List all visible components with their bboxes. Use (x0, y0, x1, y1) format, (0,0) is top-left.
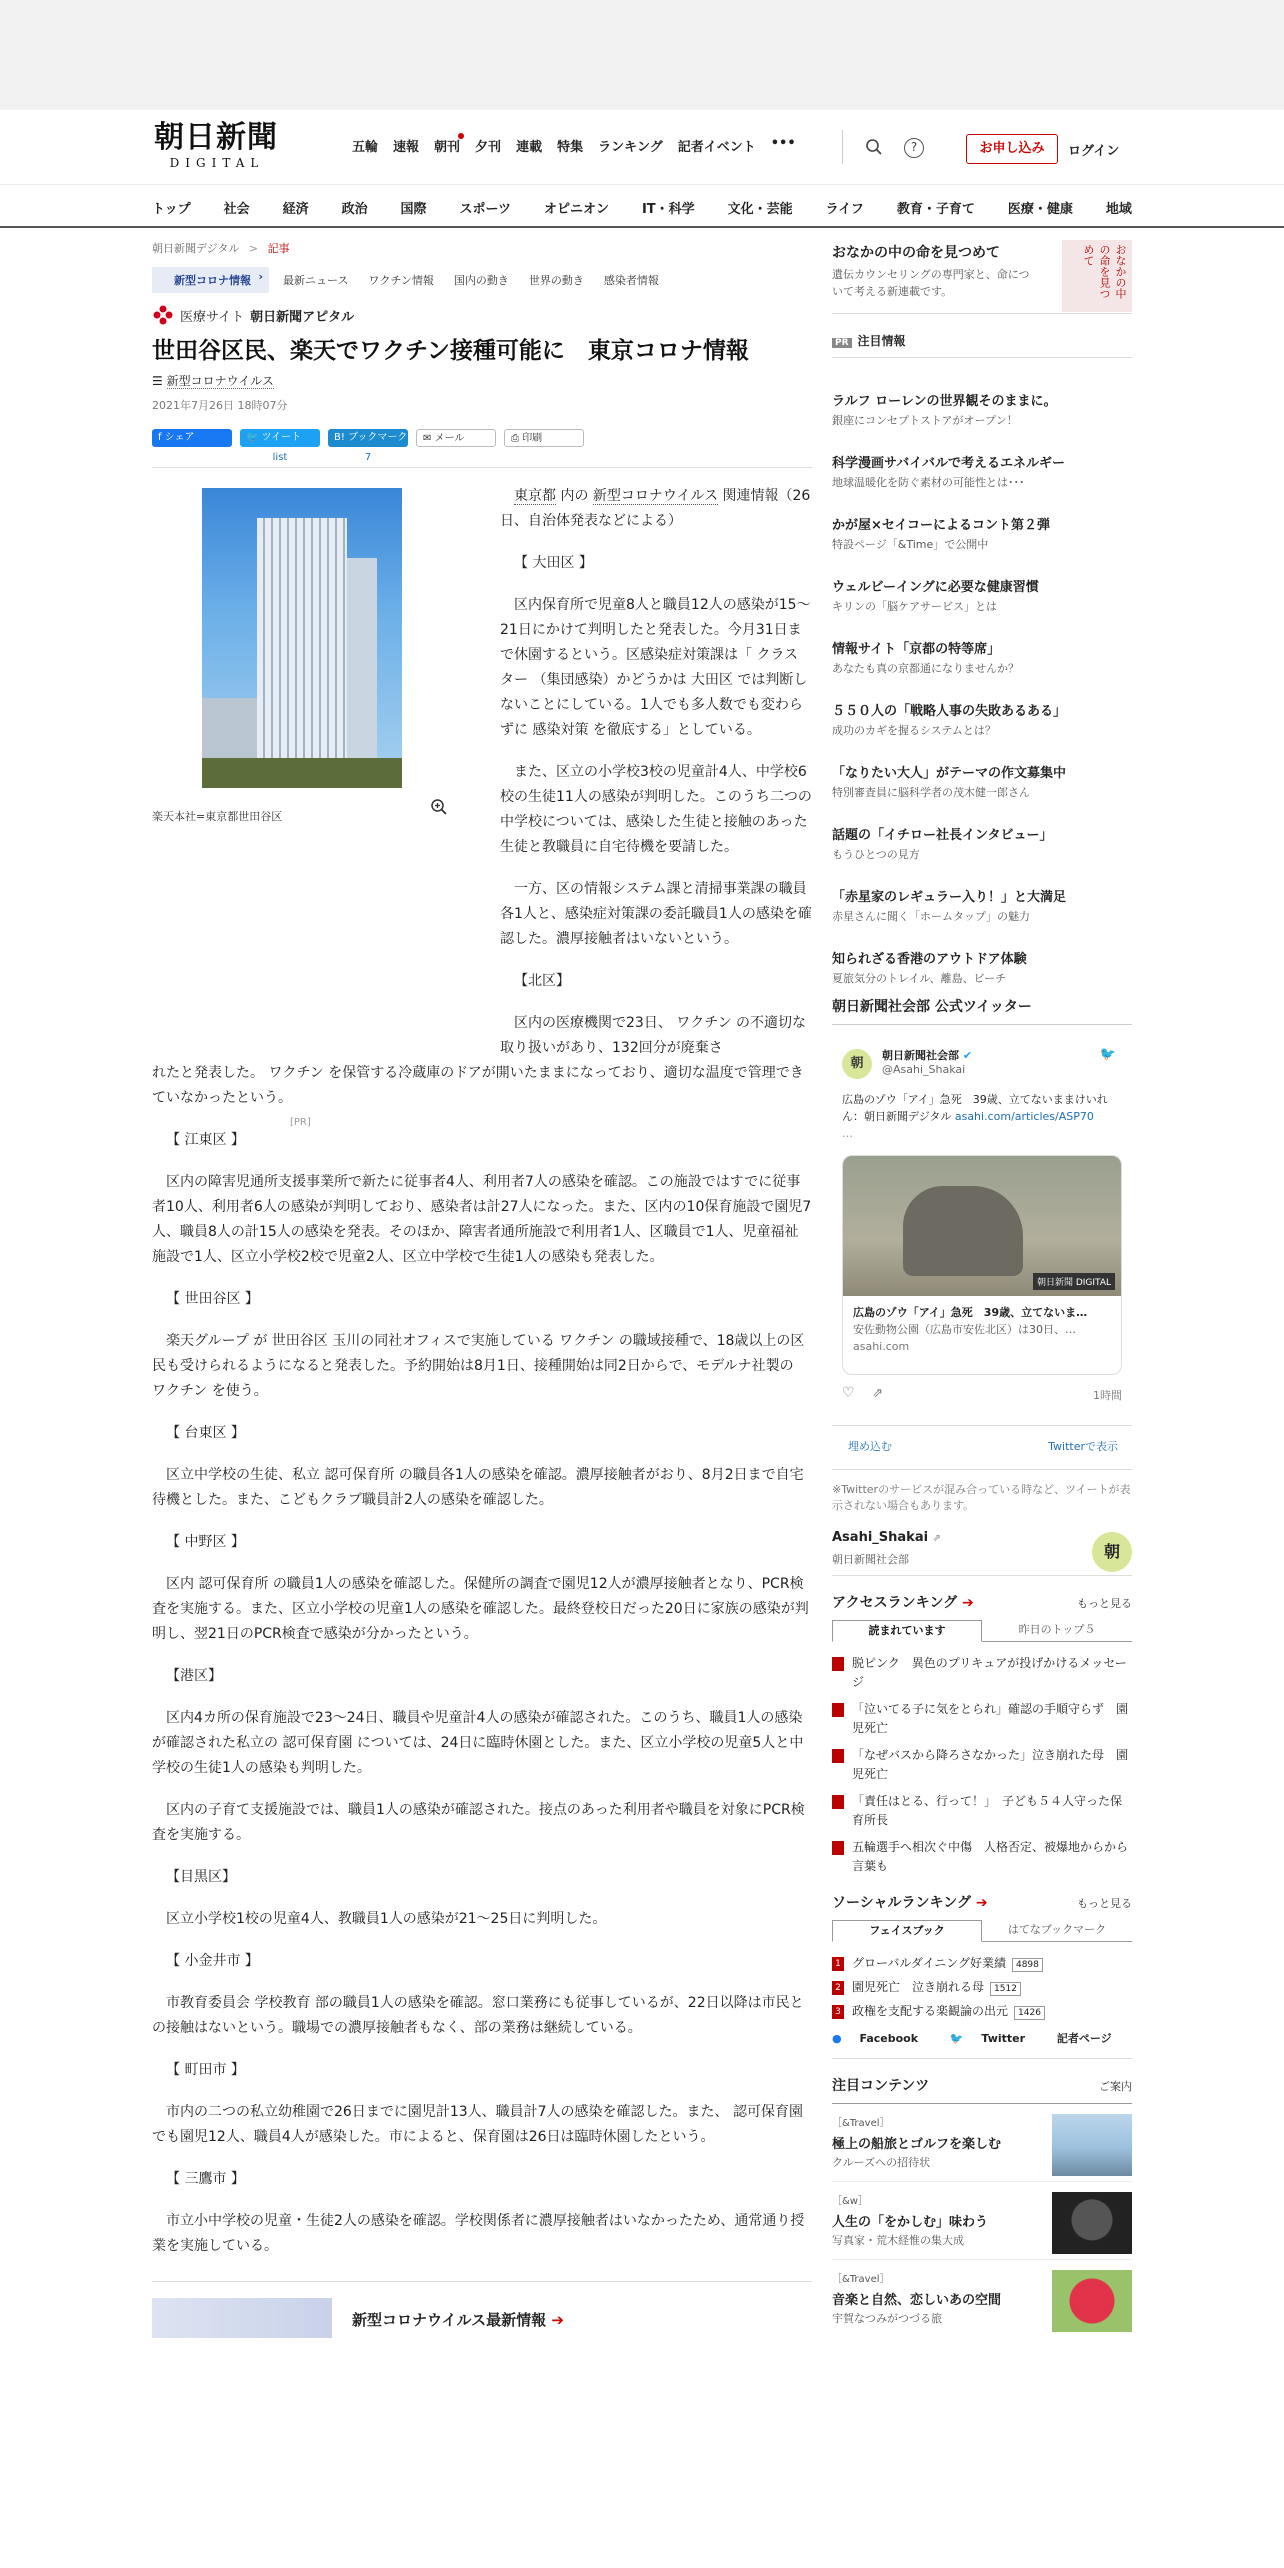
reporter-page-link[interactable]: 記者ページ (1056, 2032, 1112, 2045)
ad-text: 遺伝カウンセリングの専門家と、命について考える新連載です。 (832, 268, 1030, 298)
nav-breaking[interactable]: 速報 (393, 140, 420, 155)
pick-sub: 地球温暖化を防ぐ素材の可能性とは･･･ (832, 476, 1025, 489)
pick-sub: 特設ページ「&Time」で公開中 (832, 538, 989, 551)
list-item[interactable] (832, 516, 1132, 578)
pick-sub: キリンの「脳ケアサービス」とは (832, 600, 997, 613)
print-label: 印刷 (522, 433, 543, 444)
link-card-title: 広島のゾウ「アイ」急死 39歳、立てないま… (853, 1306, 1088, 1319)
list-item[interactable] (832, 454, 1132, 516)
tweet-button[interactable] (240, 429, 320, 463)
article-body (152, 468, 812, 2341)
pick-title: ５５０人の「戦略人事の失敗あるある」 (832, 704, 1067, 719)
facebook-icon: ● (832, 2032, 842, 2045)
rank-marker-icon (832, 1703, 844, 1717)
tweet-time[interactable]: 1時間 (1093, 1389, 1122, 1402)
share-icon[interactable]: ⇗ (872, 1386, 883, 1401)
kita-paragraph-start: 区内の医療機関で23日、 ワクチン の不適切な取り扱いがあり、132回分が廃棄さ (500, 1015, 807, 1056)
article-headline: 世田谷区民、楽天でワクチン接種可能に 東京コロナ情報 (152, 338, 749, 364)
photo-building (257, 518, 347, 788)
account-desc: 朝日新聞社会部 (832, 1553, 909, 1566)
kita-paragraph-end: れたと発表した。 ワクチン を保管する冷蔵庫のドアが開いたままになっており、適切な温度で管理できていなかったという。 (152, 1065, 804, 1106)
category-nav (0, 184, 1284, 228)
tweet-footer (842, 1385, 1122, 1401)
keyword-link[interactable]: 新型コロナウイルス (166, 374, 274, 388)
breadcrumb (152, 240, 812, 256)
nakano-paragraph: 区内 認可保育所 の職員1人の感染を確認した。保健所の調査で園児12人が濃厚接触者となり、PCR検査を実施する。また、区立小学校の児童1人の感染を確認した。最終登校日だった20日に家族の感染が判明し、翌21日のPCR検査で感染が分かったという。 (152, 1576, 809, 1642)
twitter-note: ※Twitterのサービスが混み合っている時など、ツイートが表示されない場合もあります。 (832, 1469, 1132, 1514)
list-item[interactable] (832, 1792, 1132, 1830)
pick-title: 情報サイト「京都の特等席」 (832, 642, 1001, 657)
article-photo[interactable] (202, 488, 402, 788)
breadcrumb-current[interactable]: 記事 (267, 242, 290, 255)
social-links (832, 2030, 1132, 2059)
twitter-icon: 🐦 (949, 2032, 964, 2045)
topic-vaccine[interactable]: ワクチン情報 (368, 274, 434, 287)
setagaya-paragraph: 楽天グループ が 世田谷区 玉川の同社オフィスで実施している ワクチン の職域接種で、18歳以上の区民も受けられるようになると発表した。予約開始は8月1日、接種開始は同2日からで、モデルナ社製の ワクチン を使う。 (152, 1333, 805, 1399)
photo-watermark: 朝日新聞 DIGITAL (1033, 1273, 1115, 1290)
section-head-koto: 【 江東区 】 (166, 1132, 245, 1148)
heart-icon[interactable]: ♡ (842, 1385, 855, 1401)
ranking-text: 「なぜバスから降ろさなかった」泣き崩れた母 園児死亡 (852, 1748, 1129, 1781)
pick-title: 「なりたい大人」がテーマの作文募集中 (832, 766, 1067, 781)
list-icon: ☰ (152, 374, 167, 388)
content-sub: 宇賀なつみがつづる旅 (832, 2312, 942, 2325)
medical-site-banner[interactable] (152, 304, 812, 326)
print-button[interactable] (504, 429, 584, 447)
social-ranking-title[interactable] (832, 1895, 988, 1911)
tab-hatena[interactable]: はてなブックマーク (1007, 1923, 1107, 1936)
sidebar-ad[interactable] (832, 230, 1132, 314)
pr-label: [PR] (290, 1117, 311, 1128)
twitter-section-title: 朝日新聞社会部 公式ツイッター (832, 996, 1132, 1025)
pick-sub: 赤星さんに聞く「ホームタップ」の魅力 (832, 910, 1030, 923)
section-head-nakano: 【 中野区 】 (166, 1534, 245, 1550)
section-head-taito: 【 台東区 】 (166, 1425, 245, 1441)
content-image (1052, 2192, 1132, 2254)
cat-politics[interactable]: 政治 (341, 202, 368, 217)
site-logo[interactable] (154, 120, 280, 170)
tweet-body: 広島のゾウ「アイ」急死 39歳、立てないままけいれん：朝日新聞デジタル (842, 1093, 1108, 1123)
list-item[interactable] (832, 2002, 1132, 2024)
pick-title: 知られざる香港のアウトドア体験 (832, 952, 1027, 967)
list-item[interactable] (832, 2182, 1132, 2260)
pick-title: ラルフ ローレンの世界観そのままに。 (832, 394, 1057, 409)
content-title: 人生の「をかしむ」味わう (832, 2215, 989, 2230)
search-icon[interactable] (864, 138, 884, 158)
list-item[interactable] (832, 1654, 1132, 1692)
arrow-right-icon: ➔ (962, 1595, 974, 1611)
nav-events[interactable]: 記者イベント (677, 140, 756, 155)
list-item[interactable] (832, 764, 1132, 826)
section-head-machida: 【 町田市 】 (166, 2062, 245, 2078)
social-ranking-label: ソーシャルランキング (832, 1895, 972, 1911)
hatena-bookmark-button[interactable] (328, 429, 408, 463)
photo-caption: 楽天本社=東京都世田谷区 (152, 810, 283, 823)
facebook-icon: f (158, 432, 165, 443)
bookmark-count[interactable]: 7 (364, 452, 372, 463)
medical-site-brand: 朝日新聞アピタル (250, 309, 355, 325)
list-item[interactable] (832, 392, 1132, 454)
list-item[interactable] (832, 888, 1132, 950)
social-ranking-list (832, 1954, 1132, 2024)
koto-paragraph: 区内の障害児通所支援事業所で新たに従事者4人、利用者7人の感染を確認。この施設ではすでに従事者10人、利用者6人の感染が判明しており、感染者は計27人になった。また、区内の10保育施設で園児7人、職員8人の計15人の感染を発表。そのほか、障害者通所施設で利用者1人、区職員で1人、児童福祉施設で1人、区立小学校2校で児童2人、区立中学校で生徒1人の感染も発表した。 (152, 1174, 812, 1265)
arrow-right-icon: ➔ (975, 1895, 988, 1911)
topic-cases[interactable]: 感染者情報 (603, 274, 659, 287)
tab-facebook[interactable]: フェイスブック (832, 1920, 982, 1942)
pick-sub: 成功のカギを握るシステムとは？ (832, 724, 996, 737)
rank-marker-icon (832, 1795, 844, 1809)
logo-japanese: 朝日新聞 (154, 120, 278, 155)
print-icon: ⎙ (511, 433, 523, 444)
social-ranking-more[interactable]: もっと見る (1077, 1897, 1132, 1910)
medical-site-label: 医療サイト (180, 309, 245, 325)
ad-image: おなかの中の命を見つめて (1062, 240, 1132, 312)
content-category: ［&w］ (832, 2196, 868, 2207)
content-sub: クルーズへの招待状 (832, 2156, 931, 2169)
content-image (1052, 2270, 1132, 2332)
elephant-photo (843, 1156, 1121, 1296)
nav-olympics[interactable]: 五輪 (352, 140, 379, 155)
topic-world[interactable]: 世界の動き (528, 274, 584, 287)
access-ranking-tabs (832, 1620, 1132, 1642)
verified-icon: ✔ (962, 1049, 973, 1062)
minato-paragraph-2: 区内の子育て支援施設では、職員1人の感染が確認された。接点のあった利用者や職員を対象にPCR検査を実施する。 (152, 1802, 805, 1843)
logo-english: DIGITAL (169, 156, 265, 170)
link-card-domain: asahi.com (853, 1340, 910, 1353)
view-on-twitter-link[interactable]: Twitterで表示 (1048, 1440, 1118, 1453)
elephant-shape (903, 1186, 1023, 1276)
header-nav (352, 136, 811, 155)
section-head-kita: 【北区】 (514, 973, 570, 989)
account-name[interactable] (832, 1530, 1132, 1545)
list-item[interactable] (832, 640, 1132, 702)
nav-evening[interactable]: 夕刊 (475, 140, 502, 155)
pick-title: 話題の「イチロー社長インタビュー」 (832, 828, 1053, 843)
header-actions (842, 128, 1132, 168)
nav-features[interactable]: 特集 (557, 140, 584, 155)
cat-region[interactable]: 地域 (1105, 202, 1132, 217)
latest-covid-label: 新型コロナウイルス最新情報 (352, 2311, 547, 2329)
account-handle: Asahi_Shakai (832, 1530, 929, 1545)
sidebar (832, 230, 1132, 2338)
cat-opinion[interactable]: オピニオン (543, 202, 609, 217)
contents-list (832, 2103, 1132, 2338)
pick-sub: あなたも真の京都通になりませんか？ (832, 662, 1019, 675)
facebook-link[interactable] (832, 2032, 932, 2045)
pick-list (832, 392, 1132, 994)
attention-title: 注目情報 (857, 334, 906, 348)
section-head-ota: 【 大田区 】 (514, 555, 593, 571)
apital-logo-icon (152, 304, 174, 326)
list-item[interactable] (832, 1838, 1132, 1876)
contents-title: 注目コンテンツ (832, 2078, 930, 2094)
facebook-link-label: Facebook (859, 2032, 919, 2045)
topic-bar (152, 266, 812, 294)
tweet-link-card[interactable] (842, 1155, 1122, 1375)
header-divider (842, 130, 843, 164)
list-item[interactable] (832, 1700, 1132, 1738)
list-item[interactable] (832, 2260, 1132, 2338)
account-card[interactable] (832, 1530, 1132, 1576)
share-count: 1426 (1014, 2006, 1045, 2020)
tweet-link[interactable]: asahi.com/articles/ASP70 (954, 1110, 1094, 1123)
browser-top-area (0, 0, 1284, 110)
intro-text-a: 内の (556, 488, 593, 504)
section-head-minato: 【港区】 (166, 1668, 222, 1684)
photo-building-side (347, 558, 377, 788)
tweet-count[interactable]: list (272, 452, 288, 463)
breadcrumb-separator: > (248, 242, 259, 255)
latest-covid-title[interactable] (352, 2308, 564, 2333)
arrow-right-icon: ➔ (551, 2311, 564, 2329)
avatar[interactable]: 朝 (842, 1049, 872, 1079)
section-head-meguro: 【目黒区】 (166, 1869, 236, 1885)
section-head-mitaka: 【 三鷹市 】 (166, 2171, 245, 2187)
tab-yesterday-top5[interactable]: 昨日のトップ５ (1018, 1623, 1096, 1636)
facebook-share-button[interactable] (152, 429, 232, 447)
content-category: ［&Travel］ (832, 2118, 890, 2129)
nav-series[interactable]: 連載 (516, 140, 543, 155)
embed-link[interactable]: 埋め込む (848, 1440, 892, 1453)
hatena-icon: B! (334, 432, 349, 443)
article-column (152, 230, 812, 2341)
mitaka-paragraph: 市立小中学校の児童・生徒2人の感染を確認。学校関係者に濃厚接触者はいなかったため、通常通り授業を実施している。 (152, 2213, 805, 2254)
ota-paragraph-1: 区内保育所で児童8人と職員12人の感染が15～21日にかけて判明したと発表した。今月31日まで休園するという。区感染症対策課は「 クラスター （集団感染）かどうかは 大田区 では判断しないことにしている。1人でも多人数でも変わらずに 感染対策 を徹底する」としている。 (500, 597, 811, 738)
subscribe-button[interactable]: お申し込み (966, 134, 1058, 164)
pick-title: 「赤星家のレギュラー入り！」と大満足 (832, 890, 1067, 905)
pick-sub: 銀座にコンセプトストアがオープン！ (832, 414, 1018, 427)
twitter-links (832, 1425, 1132, 1454)
contents-guide[interactable]: ご案内 (1099, 2080, 1132, 2093)
rank-marker-icon (832, 1841, 844, 1855)
article-intro (500, 484, 812, 534)
twitter-link[interactable] (950, 2032, 1039, 2045)
taito-paragraph: 区立中学校の生徒、私立 認可保育所 の職員各1人の感染を確認。濃厚接触者がおり、8月2日まで自宅待機とした。また、こどもクラブ職員計2人の感染を確認した。 (152, 1467, 804, 1508)
topic-domestic[interactable]: 国内の動き (453, 274, 509, 287)
cat-it-science[interactable]: IT・科学 (641, 202, 695, 217)
access-ranking-label: アクセスランキング (832, 1595, 958, 1611)
pick-sub: 夏旅気分のトレイル、離島、ビーチ (832, 972, 1007, 985)
ranking-text: グローバルダイニング好業績 (852, 1956, 1006, 1970)
mail-label: メール (434, 433, 465, 444)
ranking-text: 脱ピンク 異色のプリキュアが投げかけるメッセージ (852, 1656, 1127, 1689)
list-item[interactable] (832, 702, 1132, 764)
ranking-text: 園児死亡 泣き崩れる母 (852, 1980, 985, 1994)
section-head-koganei: 【 小金井市 】 (166, 1953, 259, 1969)
machida-paragraph: 市内の二つの私立幼稚園で26日までに園児計13人、職員計7人の感染を確認した。また、 認可保育園 でも園児12人、職員4人が感染した。市によると、保育園は26日は臨時休園したという。 (152, 2104, 803, 2145)
list-item[interactable] (832, 1978, 1132, 2000)
article-keyword[interactable] (152, 372, 812, 389)
tweet-ellipsis: … (842, 1127, 853, 1140)
nav-morning[interactable]: 朝刊 (434, 136, 460, 155)
cat-economy[interactable]: 経済 (282, 202, 309, 217)
mail-button[interactable] (416, 429, 496, 447)
attention-header (832, 332, 1132, 358)
list-item[interactable] (832, 1954, 1132, 1976)
rank-number: 3 (832, 2005, 844, 2019)
access-ranking-title[interactable] (832, 1595, 974, 1611)
tweet-text (842, 1091, 1122, 1142)
social-ranking-tabs (832, 1920, 1132, 1942)
share-count: 1512 (990, 1982, 1021, 1996)
link-card-description: 安佐動物公園（広島市安佐北区）は30日、… (853, 1323, 1076, 1336)
topic-tag-covid[interactable]: 新型コロナ情報 › (152, 267, 269, 293)
rank-marker-icon (832, 1657, 844, 1671)
cat-sports[interactable]: スポーツ (459, 202, 512, 217)
list-item[interactable] (832, 1746, 1132, 1784)
tweet-label: ツイート (261, 432, 302, 443)
pick-title: 科学漫画サバイバルで考えるエネルギー (832, 456, 1065, 471)
cat-society[interactable]: 社会 (223, 202, 250, 217)
nav-ranking[interactable]: ランキング (598, 140, 663, 155)
pr-badge: PR (832, 338, 852, 348)
meguro-paragraph: 区立小学校1校の児童4人、教職員1人の感染が21～25日に判明した。 (166, 1911, 607, 1927)
tweet-handle[interactable]: @Asahi_Shakai (882, 1063, 966, 1076)
topic-latest[interactable]: 最新ニュース (283, 274, 349, 287)
pick-sub: 特別審査員に脳科学者の茂木健一郎さん (832, 786, 1030, 799)
content-image (1052, 2114, 1132, 2176)
rank-number: 2 (832, 1981, 844, 1995)
section-head-setagaya: 【 世田谷区 】 (166, 1291, 259, 1307)
pick-title: ウェルビーイングに必要な健康習慣 (832, 580, 1039, 595)
cat-health[interactable]: 医療・健康 (1007, 202, 1073, 217)
content-title: 極上の船旅とゴルフを楽しむ (832, 2137, 1002, 2152)
ad-title: おなかの中の命を見つめて (832, 245, 1000, 261)
link-covid[interactable]: 新型コロナウイルス (592, 488, 719, 504)
facebook-share-label: シェア (164, 432, 195, 443)
rank-number: 1 (832, 1957, 844, 1971)
intro-text-b: 関連情報（26日、自治体発表などによる） (500, 488, 811, 529)
latest-covid-block[interactable] (152, 2281, 812, 2341)
latest-thumbnail (152, 2298, 332, 2338)
access-ranking-list (832, 1654, 1132, 1876)
social-ranking-header (832, 1892, 1132, 1916)
ota-paragraph-2: また、区立の小学校3校の児童計4人、中学校6校の生徒11人の感染が判明した。このうち二つの中学校については、感染した生徒と接触のあった生徒と教職員に自宅待機を要請した。 (500, 764, 812, 855)
list-item[interactable] (832, 826, 1132, 888)
content-title: 音楽と自然、恋しいあの空間 (832, 2293, 1002, 2308)
share-count: 4898 (1012, 1958, 1043, 1972)
article-right-column (500, 468, 812, 1061)
share-bar (152, 429, 812, 463)
ranking-text: 「責任はとる、行って！」 子ども５４人守った保育所長 (852, 1794, 1123, 1827)
list-item[interactable] (832, 950, 1132, 994)
zoom-icon[interactable] (430, 798, 450, 818)
article-date: 2021年7月26日 18時07分 (152, 399, 288, 412)
koganei-paragraph: 市教育委員会 学校教育 部の職員1人の感染を確認。窓口業務にも従事しているが、22日以降は市民との接触はないという。職場での濃厚接触者もなく、部の業務は継続している。 (152, 1995, 804, 2036)
nav-more[interactable]: ••• (770, 136, 796, 151)
breadcrumb-site[interactable]: 朝日新聞デジタル (152, 242, 240, 255)
twitter-icon: 🐦 (246, 432, 262, 443)
ota-paragraph-3: 一方、区の情報システム課と清掃事業課の職員各1人と、感染症対策課の委託職員1人の感染を確認した。濃厚接触者はいないという。 (500, 881, 812, 947)
cat-international[interactable]: 国際 (400, 202, 427, 217)
cat-top[interactable]: トップ (152, 202, 191, 217)
ranking-text: 五輪選手へ相次ぐ中傷 人格否定、被爆地からから言葉も (852, 1840, 1129, 1873)
minato-paragraph-1: 区内4カ所の保育施設で23～24日、職員や児童計4人の感染が確認された。このうち、職員1人の感染が確認された私立の 認可保育園 については、24日に臨時休園とした。また、区立小学校の児童5人と中学校の生徒1人の感染も判明した。 (152, 1710, 804, 1776)
cat-education[interactable]: 教育・子育て (896, 202, 975, 217)
avatar[interactable]: 朝 (1092, 1532, 1132, 1572)
login-link[interactable]: ログイン (1068, 144, 1120, 159)
pick-title: かが屋×セイコーによるコント第２弾 (832, 518, 1050, 533)
ranking-text: 「泣いてる子に気をとられ」確認の手順守らず 園児死亡 (852, 1702, 1129, 1735)
tweet-author-name: 朝日新聞社会部 (882, 1049, 959, 1062)
help-icon[interactable]: ? (904, 138, 924, 158)
cat-life[interactable]: ライフ (825, 202, 864, 217)
pick-sub: もうひとつの見方 (832, 848, 920, 861)
mail-icon: ✉ (423, 433, 435, 444)
access-ranking-header (832, 1592, 1132, 1616)
link-tokyo[interactable]: 東京都 (514, 488, 556, 504)
content-sub: 写真家・荒木経惟の集大成 (832, 2234, 964, 2247)
rank-marker-icon (832, 1749, 844, 1763)
content-category: ［&Travel］ (832, 2274, 890, 2285)
photo-trees (202, 758, 402, 788)
hatena-label: ブックマーク (348, 432, 408, 443)
twitter-bird-icon[interactable]: 🐦 (1099, 1047, 1116, 1062)
twitter-embed (832, 1039, 1132, 1459)
access-ranking-more[interactable]: もっと見る (1077, 1597, 1132, 1610)
list-item[interactable] (832, 578, 1132, 640)
site-header (0, 110, 1284, 184)
contents-header (832, 2075, 1132, 2099)
cat-culture[interactable]: 文化・芸能 (727, 202, 793, 217)
tab-most-read[interactable]: 読まれています (832, 1620, 982, 1642)
twitter-link-label: Twitter (981, 2032, 1026, 2045)
external-link-icon: ⇗ (932, 1533, 941, 1544)
ranking-text: 政権を支配する楽観論の出元 (852, 2004, 1009, 2018)
list-item[interactable] (832, 2104, 1132, 2182)
tweet-author[interactable] (882, 1047, 972, 1063)
